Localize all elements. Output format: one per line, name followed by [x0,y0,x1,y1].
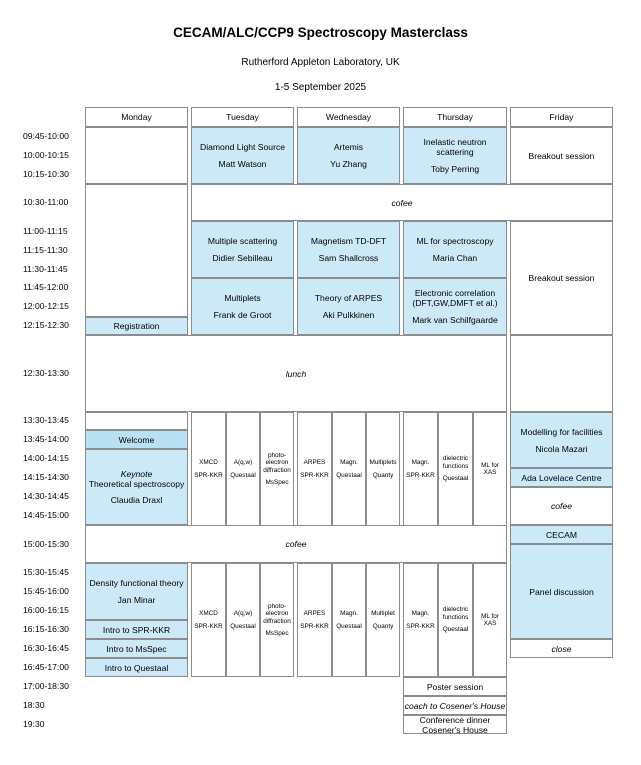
time-label: 16:45-17:00 [23,662,69,672]
time-label: 14:30-14:45 [23,491,69,501]
tutorial-xmcd-b: XMCD SPR-KKR [191,563,226,677]
time-label: 16:00-16:15 [23,605,69,615]
tutorial-aqw-a: A(q,w) Questaal [226,412,260,526]
session-breakout-1: Breakout session [510,127,613,184]
session-artemis: Artemis Yu Zhang [297,127,400,184]
session-friday-cofee: cofee [510,487,613,525]
tutorial-multiplets-a: Multiplets Quanty [366,412,400,526]
time-label: 15:00-15:30 [23,539,69,549]
friday-lunch-empty [510,335,613,412]
session-coach: coach to Cosener's House [403,696,507,715]
tutorial-dielectric-a: dielectric functions Questaal [438,412,473,526]
session-conference-dinner: Conference dinner Cosener's House [403,715,507,734]
time-label: 11:45-12:00 [23,282,69,292]
session-poster: Poster session [403,677,507,696]
time-label: 18:30 [23,700,45,710]
time-label: 11:30-11:45 [23,264,68,274]
time-label: 16:15-16:30 [23,624,69,634]
time-label: 13:45-14:00 [23,434,69,444]
session-breakout-2: Breakout session [510,221,613,335]
tutorial-ml-xas-b: ML for XAS [473,563,507,677]
time-label: 12:00-12:15 [23,301,69,311]
session-welcome: Welcome [85,430,188,449]
tutorial-aqw-b: A(q,w) Questaal [226,563,260,677]
session-ml-spectroscopy: ML for spectroscopy Maria Chan [403,221,507,278]
session-lunch: lunch [85,335,507,412]
time-label: 10:00-10:15 [23,150,69,160]
page-title: CECAM/ALC/CCP9 Spectroscopy Masterclass [173,25,468,40]
tutorial-arpes-a: ARPES SPR-KKR [297,412,332,526]
time-label: 14:00-14:15 [23,453,69,463]
time-label: 14:45-15:00 [23,510,69,520]
session-magnetism-tddft: Magnetism TD-DFT Sam Shallcross [297,221,400,278]
session-cofee-afternoon: cofee [85,525,507,563]
time-label: 19:30 [23,719,45,729]
session-cofee-morning: cofee [191,184,613,221]
session-close: close [510,639,613,658]
day-header-monday: Monday [85,107,188,127]
session-intro-questaal: Intro to Questaal [85,658,188,677]
time-label: 17:00-18:30 [23,681,69,691]
tutorial-ml-xas-a: ML for XAS [473,412,507,526]
time-label: 11:15-11:30 [23,245,68,255]
time-label: 12:15-12:30 [23,320,69,330]
dates-subtitle: 1-5 September 2025 [274,82,367,93]
session-density-functional-theory: Density functional theory Jan Minar [85,563,188,620]
time-label: 15:30-15:45 [23,567,69,577]
tutorial-magn-questaal-a: Magn. Questaal [332,412,366,526]
session-panel-discussion: Panel discussion [510,544,613,639]
day-header-wednesday: Wednesday [297,107,400,127]
venue-subtitle: Rutherford Appleton Laboratory, UK [241,57,400,68]
session-cecam: CECAM [510,525,613,544]
tutorial-multiplet-b: Multiplet Quanty [366,563,400,677]
session-multiple-scattering: Multiple scattering Didier Sebilleau [191,221,294,278]
day-header-friday: Friday [510,107,613,127]
tutorial-arpes-b: ARPES SPR-KKR [297,563,332,677]
time-label: 11:00-11:15 [23,226,68,236]
time-label: 15:45-16:00 [23,586,69,596]
day-header-tuesday: Tuesday [191,107,294,127]
session-intro-msspec: Intro to MsSpec [85,639,188,658]
time-label: 14:15-14:30 [23,472,69,482]
day-header-thursday: Thursday [403,107,507,127]
time-label: 09:45-10:00 [23,131,69,141]
tutorial-photoelectron-a: photo- electron diffraction MsSpec [260,412,294,526]
time-label: 10:30-11:00 [23,197,69,207]
time-label: 16:30-16:45 [23,643,69,653]
session-modelling-facilities: Modelling for facilities Nicola Mazari [510,412,613,468]
session-multiplets: Multiplets Frank de Groot [191,278,294,335]
session-theory-arpes: Theory of ARPES Aki Pulkkinen [297,278,400,335]
session-ada-lovelace: Ada Lovelace Centre [510,468,613,487]
time-label: 12:30-13:30 [23,368,69,378]
session-intro-sprkkr: Intro to SPR-KKR [85,620,188,639]
tutorial-magn-questaal-b: Magn. Questaal [332,563,366,677]
tutorial-magn-sprkkr-a: Magn. SPR-KKR [403,412,438,526]
session-electronic-correlation: Electronic correlation (DFT,GW,DMFT et al.) Mark van Schilfgaarde [403,278,507,335]
tutorial-dielectric-b: dielectric functions Questaal [438,563,473,677]
monday-empty-slot [85,412,188,430]
monday-late-morning-empty [85,184,188,317]
tutorial-magn-sprkkr-b: Magn. SPR-KKR [403,563,438,677]
session-diamond-light-source: Diamond Light Source Matt Watson [191,127,294,184]
tutorial-photoelectron-b: photo- electron diffraction MsSpec [260,563,294,677]
session-inelastic-neutron: Inelastic neutron scattering Toby Perring [403,127,507,184]
time-label: 10:15-10:30 [23,169,69,179]
tutorial-xmcd-a: XMCD SPR-KKR [191,412,226,526]
session-keynote: Keynote Theoretical spectroscopy Claudia Draxl [85,449,188,525]
time-label: 13:30-13:45 [23,415,69,425]
session-registration: Registration [85,317,188,335]
monday-morning-empty [85,127,188,184]
